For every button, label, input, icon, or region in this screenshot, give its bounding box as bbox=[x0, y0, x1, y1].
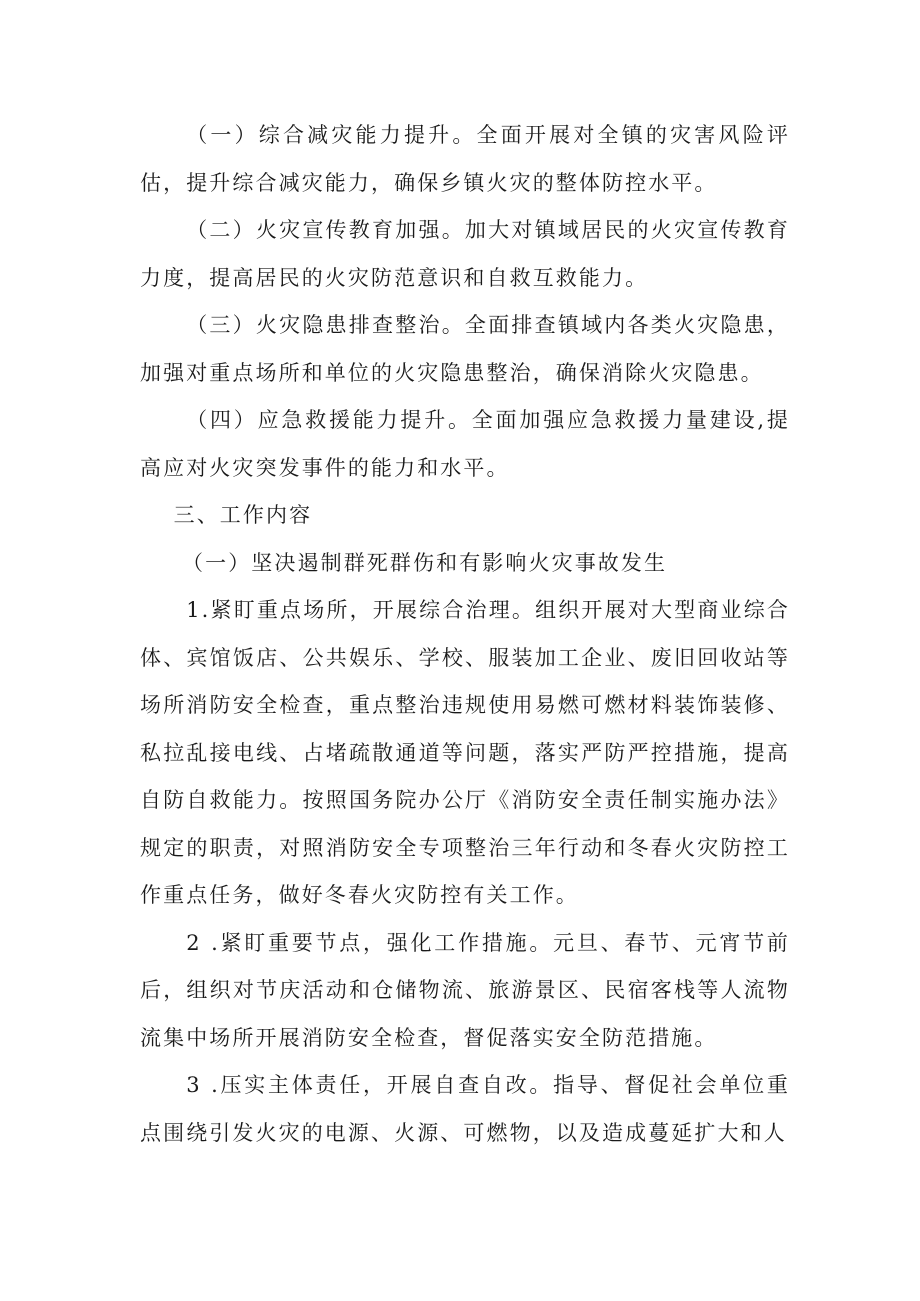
paragraph-2: （二）火灾宣传教育加强。加大对镇域居民的火灾宣传教育力度，提高居民的火灾防范意识和自救互救能力。 bbox=[140, 218, 790, 290]
paragraph-item-1: 1.紧盯重点场所，开展综合治理。组织开展对大型商业综合体、宾馆饭店、公共娱乐、学校、服装加工企业、废旧回收站等场所消防安全检查，重点整治违规使用易燃可燃材料装饰装修、私拉乱接电线、占堵疏散通道等问题，落实严防严控措施，提高自防自救能力。按照国务院办公厅《消防安全责任制实施办法》规定的职责，对照消防安全专项整治三年行动和冬春火灾防控工作重点任务，做好冬春火灾防控有关工作。 bbox=[140, 598, 790, 907]
subsection-heading: （一）坚决遏制群死群伤和有影响火灾事故发生 bbox=[182, 550, 668, 575]
document-body bbox=[140, 112, 790, 1157]
paragraph-1: （一）综合减灾能力提升。全面开展对全镇的灾害风险评估，提升综合减灾能力，确保乡镇火灾的整体防控水平。 bbox=[140, 123, 790, 195]
paragraph-4: （四）应急救援能力提升。全面加强应急救援力量建设,提高应对火灾突发事件的能力和水平。 bbox=[140, 408, 790, 480]
section-heading: 三、工作内容 bbox=[173, 503, 313, 527]
paragraph-item-3: 3 .压实主体责任，开展自查自改。指导、督促社会单位重点围绕引发火灾的电源、火源、可燃物，以及造成蔓延扩大和人 bbox=[140, 1073, 790, 1145]
paragraph-3: （三）火灾隐患排查整治。全面排查镇域内各类火灾隐患，加强对重点场所和单位的火灾隐患整治，确保消除火灾隐患。 bbox=[140, 313, 790, 385]
paragraph-item-2: 2 .紧盯重要节点，强化工作措施。元旦、春节、元宵节前后，组织对节庆活动和仓储物流、旅游景区、民宿客栈等人流物流集中场所开展消防安全检查，督促落实安全防范措施。 bbox=[140, 930, 790, 1050]
